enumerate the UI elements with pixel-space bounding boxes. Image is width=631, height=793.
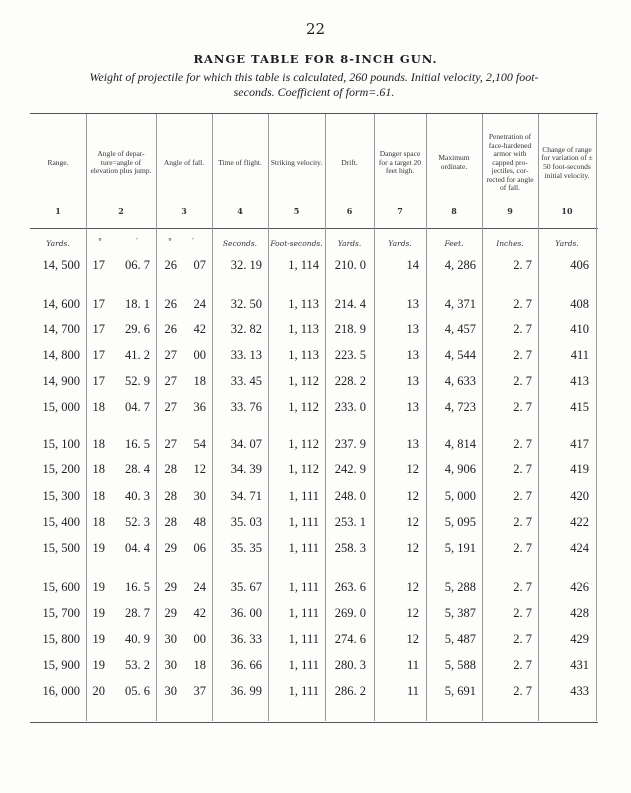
table-row xyxy=(0,400,631,416)
column-number: 4 xyxy=(237,206,243,216)
table-row xyxy=(0,658,631,674)
table-cell: 429 xyxy=(570,632,589,646)
table-cell: 52. 3 xyxy=(125,515,150,529)
table-cell: 06 xyxy=(193,541,206,555)
table-cell: 15, 400 xyxy=(42,515,80,529)
table-cell: 52. 9 xyxy=(125,374,150,388)
table-row xyxy=(0,322,631,338)
table-cell: 12 xyxy=(406,541,419,555)
column-unit: Yards. xyxy=(388,239,412,248)
table-cell: 1, 111 xyxy=(288,606,319,620)
table-cell: 18 xyxy=(92,400,105,414)
table-cell: 12 xyxy=(406,489,419,503)
table-cell: 5, 191 xyxy=(444,541,476,555)
table-cell: 15, 200 xyxy=(42,462,80,476)
subtitle-line-2: seconds. Coefficient of form=.61. xyxy=(233,85,395,99)
table-cell: 4, 371 xyxy=(444,297,476,311)
table-cell: 280. 3 xyxy=(334,658,366,672)
table-cell: 242. 9 xyxy=(334,462,366,476)
table-bottom-rule xyxy=(30,722,598,723)
table-cell: 2. 7 xyxy=(513,489,532,503)
table-cell: 34. 07 xyxy=(230,437,262,451)
table-cell: 5, 691 xyxy=(444,684,476,698)
table-cell: 1, 111 xyxy=(288,658,319,672)
table-cell: 48 xyxy=(193,515,206,529)
table-cell: 1, 112 xyxy=(288,400,319,414)
column-number: 9 xyxy=(507,206,513,216)
table-cell: 19 xyxy=(92,606,105,620)
table-cell: 4, 286 xyxy=(444,258,476,272)
table-cell: 20 xyxy=(92,684,105,698)
table-cell: 28. 4 xyxy=(125,462,150,476)
table-title: RANGE TABLE FOR 8-INCH GUN. xyxy=(193,52,438,66)
column-header: Penetration of face-hardened armor with capped pro-jectiles, cor-rected for angle of fall. xyxy=(486,131,534,193)
table-cell: 41. 2 xyxy=(125,348,150,362)
table-cell: 286. 2 xyxy=(334,684,366,698)
table-cell: 2. 7 xyxy=(513,515,532,529)
table-cell: 34. 71 xyxy=(230,489,262,503)
table-cell: 37 xyxy=(193,684,206,698)
table-cell: 2. 7 xyxy=(513,400,532,414)
table-cell: 18 xyxy=(92,462,105,476)
column-divider xyxy=(596,114,597,721)
degree-symbol: ° xyxy=(98,237,102,246)
table-cell: 12 xyxy=(406,632,419,646)
table-cell: 4, 906 xyxy=(444,462,476,476)
header-top-rule xyxy=(30,113,598,114)
table-cell: 1, 111 xyxy=(288,580,319,594)
table-cell: 19 xyxy=(92,632,105,646)
table-cell: 17 xyxy=(92,348,105,362)
column-header: Time of flight. xyxy=(218,157,262,167)
table-cell: 415 xyxy=(570,400,589,414)
table-cell: 12 xyxy=(406,580,419,594)
column-number: 1 xyxy=(55,206,61,216)
table-cell: 29. 6 xyxy=(125,322,150,336)
table-cell: 410 xyxy=(570,322,589,336)
table-cell: 15, 700 xyxy=(42,606,80,620)
column-number: 7 xyxy=(397,206,403,216)
table-cell: 422 xyxy=(570,515,589,529)
table-cell: 420 xyxy=(570,489,589,503)
column-header: Angle of fall. xyxy=(163,157,205,167)
table-cell: 18 xyxy=(92,515,105,529)
table-subtitle xyxy=(30,70,598,100)
table-cell: 2. 7 xyxy=(513,541,532,555)
table-cell: 18 xyxy=(193,658,206,672)
table-cell: 424 xyxy=(570,541,589,555)
table-row xyxy=(0,462,631,478)
table-cell: 5, 387 xyxy=(444,606,476,620)
table-cell: 34. 39 xyxy=(230,462,262,476)
table-cell: 54 xyxy=(193,437,206,451)
minute-symbol: ′ xyxy=(136,237,138,246)
table-cell: 33. 45 xyxy=(230,374,262,388)
table-cell: 36. 66 xyxy=(230,658,262,672)
table-cell: 223. 5 xyxy=(334,348,366,362)
page-number: 22 xyxy=(305,20,326,38)
table-cell: 233. 0 xyxy=(334,400,366,414)
table-cell: 28 xyxy=(164,489,177,503)
table-cell: 433 xyxy=(570,684,589,698)
table-cell: 12 xyxy=(193,462,206,476)
table-cell: 18 xyxy=(92,437,105,451)
column-unit: Feet. xyxy=(444,239,464,248)
table-cell: 4, 814 xyxy=(444,437,476,451)
table-cell: 210. 0 xyxy=(334,258,366,272)
subtitle-line-1: Weight of projectile for which this table is calculated, 260 pounds. Initial velocity, 2,100 foot- xyxy=(89,70,539,84)
table-cell: 263. 6 xyxy=(334,580,366,594)
column-number: 10 xyxy=(561,206,573,216)
table-cell: 406 xyxy=(570,258,589,272)
table-cell: 29 xyxy=(164,606,177,620)
column-unit: Inches. xyxy=(496,239,524,248)
table-cell: 28. 7 xyxy=(125,606,150,620)
header-divider-rule xyxy=(30,228,598,229)
table-cell: 13 xyxy=(406,348,419,362)
table-cell: 237. 9 xyxy=(334,437,366,451)
table-row xyxy=(0,541,631,557)
table-cell: 14, 700 xyxy=(42,322,80,336)
table-cell: 36 xyxy=(193,400,206,414)
column-header: Danger space for a target 20 feet high. xyxy=(378,149,422,176)
table-cell: 30 xyxy=(164,684,177,698)
table-cell: 2. 7 xyxy=(513,580,532,594)
table-cell: 19 xyxy=(92,658,105,672)
table-cell: 24 xyxy=(193,297,206,311)
table-cell: 214. 4 xyxy=(334,297,366,311)
table-cell: 15, 300 xyxy=(42,489,80,503)
table-cell: 28 xyxy=(164,515,177,529)
table-cell: 16. 5 xyxy=(125,580,150,594)
table-cell: 417 xyxy=(570,437,589,451)
table-cell: 24 xyxy=(193,580,206,594)
table-cell: 27 xyxy=(164,437,177,451)
column-number: 2 xyxy=(118,206,124,216)
column-number: 8 xyxy=(451,206,457,216)
table-cell: 19 xyxy=(92,541,105,555)
table-cell: 4, 633 xyxy=(444,374,476,388)
table-cell: 408 xyxy=(570,297,589,311)
table-cell: 1, 112 xyxy=(288,437,319,451)
table-cell: 17 xyxy=(92,297,105,311)
table-cell: 53. 2 xyxy=(125,658,150,672)
table-row xyxy=(0,515,631,531)
table-cell: 1, 113 xyxy=(288,348,319,362)
table-row xyxy=(0,489,631,505)
table-cell: 13 xyxy=(406,400,419,414)
column-header: Drift. xyxy=(341,157,358,167)
column-header: Striking velocity. xyxy=(270,157,323,167)
table-cell: 07 xyxy=(193,258,206,272)
table-cell: 411 xyxy=(570,348,589,362)
table-cell: 17 xyxy=(92,322,105,336)
table-cell: 258. 3 xyxy=(334,541,366,555)
table-cell: 5, 288 xyxy=(444,580,476,594)
table-cell: 35. 35 xyxy=(230,541,262,555)
degree-symbol: ° xyxy=(168,237,172,246)
table-cell: 11 xyxy=(406,658,419,672)
table-cell: 2. 7 xyxy=(513,258,532,272)
column-header: Range. xyxy=(47,157,69,167)
table-cell: 2. 7 xyxy=(513,297,532,311)
table-cell: 16, 000 xyxy=(42,684,80,698)
table-cell: 1, 111 xyxy=(288,541,319,555)
table-cell: 274. 6 xyxy=(334,632,366,646)
table-cell: 33. 76 xyxy=(230,400,262,414)
table-cell: 30 xyxy=(164,658,177,672)
table-cell: 40. 3 xyxy=(125,489,150,503)
table-cell: 5, 588 xyxy=(444,658,476,672)
table-cell: 2. 7 xyxy=(513,348,532,362)
table-cell: 11 xyxy=(406,684,419,698)
table-cell: 15, 800 xyxy=(42,632,80,646)
table-cell: 32. 82 xyxy=(230,322,262,336)
table-cell: 2. 7 xyxy=(513,374,532,388)
column-number: 3 xyxy=(181,206,187,216)
table-cell: 30 xyxy=(193,489,206,503)
table-cell: 19 xyxy=(92,580,105,594)
table-cell: 42 xyxy=(193,322,206,336)
table-cell: 4, 457 xyxy=(444,322,476,336)
table-cell: 2. 7 xyxy=(513,658,532,672)
table-cell: 2. 7 xyxy=(513,462,532,476)
table-cell: 13 xyxy=(406,322,419,336)
table-row xyxy=(0,684,631,700)
table-cell: 2. 7 xyxy=(513,322,532,336)
table-cell: 269. 0 xyxy=(334,606,366,620)
table-cell: 04. 4 xyxy=(125,541,150,555)
column-header: Maximum ordinate. xyxy=(438,153,470,171)
table-cell: 15, 000 xyxy=(42,400,80,414)
table-row xyxy=(0,348,631,364)
table-cell: 36. 33 xyxy=(230,632,262,646)
table-cell: 426 xyxy=(570,580,589,594)
table-cell: 218. 9 xyxy=(334,322,366,336)
table-cell: 40. 9 xyxy=(125,632,150,646)
table-cell: 15, 500 xyxy=(42,541,80,555)
table-cell: 248. 0 xyxy=(334,489,366,503)
table-row xyxy=(0,297,631,313)
table-cell: 2. 7 xyxy=(513,606,532,620)
table-cell: 1, 113 xyxy=(288,322,319,336)
column-header: Angle of depar-ture=angle of elevation plus jump. xyxy=(90,149,152,176)
column-unit: Yards. xyxy=(555,239,579,248)
table-cell: 36. 99 xyxy=(230,684,262,698)
table-cell: 14 xyxy=(406,258,419,272)
table-cell: 413 xyxy=(570,374,589,388)
table-row xyxy=(0,258,631,274)
table-cell: 5, 487 xyxy=(444,632,476,646)
table-cell: 35. 67 xyxy=(230,580,262,594)
table-cell: 1, 111 xyxy=(288,515,319,529)
table-cell: 26 xyxy=(164,322,177,336)
table-cell: 15, 900 xyxy=(42,658,80,672)
table-cell: 1, 111 xyxy=(288,684,319,698)
table-cell: 4, 544 xyxy=(444,348,476,362)
table-cell: 15, 100 xyxy=(42,437,80,451)
table-cell: 2. 7 xyxy=(513,632,532,646)
table-row xyxy=(0,606,631,622)
table-cell: 33. 13 xyxy=(230,348,262,362)
table-cell: 42 xyxy=(193,606,206,620)
column-number: 5 xyxy=(293,206,300,216)
table-cell: 32. 50 xyxy=(230,297,262,311)
table-cell: 428 xyxy=(570,606,589,620)
table-cell: 253. 1 xyxy=(334,515,366,529)
table-cell: 00 xyxy=(193,348,206,362)
table-cell: 2. 7 xyxy=(513,437,532,451)
table-row xyxy=(0,437,631,453)
table-cell: 12 xyxy=(406,462,419,476)
table-cell: 27 xyxy=(164,374,177,388)
table-cell: 30 xyxy=(164,632,177,646)
table-cell: 17 xyxy=(92,374,105,388)
table-cell: 05. 6 xyxy=(125,684,150,698)
table-cell: 17 xyxy=(92,258,105,272)
table-row xyxy=(0,374,631,390)
table-cell: 4, 723 xyxy=(444,400,476,414)
column-unit: Yards. xyxy=(337,239,362,248)
table-cell: 5, 095 xyxy=(444,515,476,529)
table-cell: 15, 600 xyxy=(42,580,80,594)
table-cell: 13 xyxy=(406,437,419,451)
table-cell: 5, 000 xyxy=(444,489,476,503)
table-cell: 1, 112 xyxy=(288,374,319,388)
column-unit: Yards. xyxy=(46,239,70,248)
column-header: Change of range for variation of ± 50 foot-seconds initial velocity. xyxy=(541,144,593,180)
table-row xyxy=(0,580,631,596)
table-cell: 18 xyxy=(193,374,206,388)
table-cell: 1, 111 xyxy=(288,632,319,646)
table-cell: 26 xyxy=(164,258,177,272)
table-cell: 00 xyxy=(193,632,206,646)
table-cell: 27 xyxy=(164,400,177,414)
column-unit: Foot-seconds. xyxy=(270,239,323,248)
column-number: 6 xyxy=(346,206,353,216)
table-cell: 419 xyxy=(570,462,589,476)
table-cell: 12 xyxy=(406,606,419,620)
table-cell: 28 xyxy=(164,462,177,476)
table-cell: 1, 111 xyxy=(288,489,319,503)
minute-symbol: ′ xyxy=(192,237,194,246)
table-cell: 06. 7 xyxy=(125,258,150,272)
table-cell: 13 xyxy=(406,297,419,311)
table-cell: 14, 600 xyxy=(42,297,80,311)
table-cell: 1, 114 xyxy=(288,258,319,272)
table-cell: 1, 113 xyxy=(288,297,319,311)
table-cell: 18. 1 xyxy=(125,297,150,311)
table-cell: 16. 5 xyxy=(125,437,150,451)
column-unit: Seconds. xyxy=(222,239,258,248)
table-row xyxy=(0,632,631,648)
table-cell: 14, 500 xyxy=(42,258,80,272)
table-cell: 29 xyxy=(164,541,177,555)
table-cell: 12 xyxy=(406,515,419,529)
table-cell: 04. 7 xyxy=(125,400,150,414)
table-cell: 32. 19 xyxy=(230,258,262,272)
table-cell: 1, 112 xyxy=(288,462,319,476)
table-cell: 27 xyxy=(164,348,177,362)
table-cell: 14, 900 xyxy=(42,374,80,388)
table-cell: 36. 00 xyxy=(230,606,262,620)
table-cell: 18 xyxy=(92,489,105,503)
table-cell: 14, 800 xyxy=(42,348,80,362)
table-cell: 431 xyxy=(570,658,589,672)
table-cell: 13 xyxy=(406,374,419,388)
table-cell: 29 xyxy=(164,580,177,594)
table-cell: 26 xyxy=(164,297,177,311)
table-cell: 2. 7 xyxy=(513,684,532,698)
table-cell: 228. 2 xyxy=(334,374,366,388)
table-cell: 35. 03 xyxy=(230,515,262,529)
